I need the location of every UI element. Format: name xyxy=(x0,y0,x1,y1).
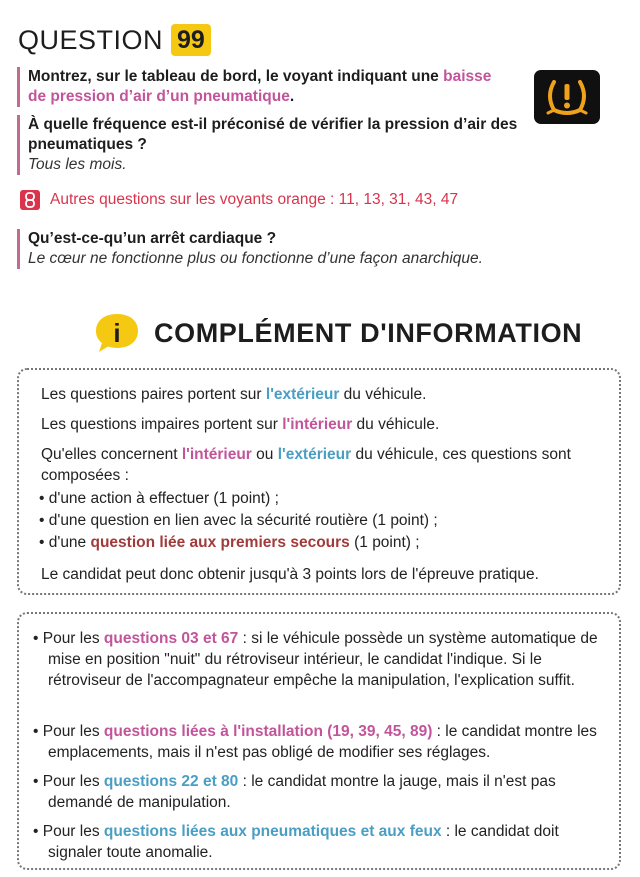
link-icon xyxy=(20,190,40,210)
question-label: QUESTION xyxy=(18,24,164,55)
box1-bullet-first-aid: • d'une question liée aux premiers secours (1 point) ; xyxy=(39,534,420,551)
main-question-block xyxy=(17,67,528,107)
box1-bullet-action: • d'une action à effectuer (1 point) ; xyxy=(39,490,279,507)
box1-line-exterior: Les questions paires portent sur l'extérieur du véhicule. xyxy=(41,386,427,403)
info-box-details xyxy=(17,612,621,870)
first-aid-answer: Le cœur ne fonctionne plus ou fonctionne d’une façon anarchique. xyxy=(28,250,483,267)
followup-question: À quelle fréquence est-il préconisé de vérifier la pression d’air des pneumatiques ? xyxy=(28,116,518,153)
box2-item-tires-lights: • Pour les questions liées aux pneumatiques et aux feux : le candidat doit signaler toute anomalie. xyxy=(33,823,559,861)
box2-item-installation: • Pour les questions liées à l'installation (19, 39, 45, 89) : le candidat montre les emplacements, mais il n'est pas obligé de modifier ses réglages. xyxy=(33,723,597,761)
question-number-badge: 99 xyxy=(171,24,211,56)
box2-item-mirror: • Pour les questions 03 et 67 : si le véhicule possède un système automatique de mise en position "nuit" du rétroviseur intérieur, le candidat l'indique. Si le rétroviseur de l'accompagnateur empêche la manipulation, l'explication suffit. xyxy=(33,630,598,689)
info-icon xyxy=(94,312,140,354)
followup-answer: Tous les mois. xyxy=(28,156,127,173)
related-questions-line xyxy=(20,190,458,210)
box1-bullet-road-safety: • d'une question en lien avec la sécurité routière (1 point) ; xyxy=(39,512,438,529)
first-aid-block xyxy=(17,229,588,269)
question-header xyxy=(18,24,211,56)
box1-footer: Le candidat peut donc obtenir jusqu'à 3 points lors de l'épreuve pratique. xyxy=(41,566,539,583)
followup-question-block xyxy=(17,115,528,175)
info-section-header xyxy=(94,312,582,354)
box1-line-composition: Qu'elles concernent l'intérieur ou l'extérieur du véhicule, ces questions sont composées : xyxy=(41,446,571,484)
info-box-general xyxy=(17,368,621,595)
box2-item-gauge: • Pour les questions 22 et 80 : le candidat montre la jauge, mais il n'est pas demandé de manipulation. xyxy=(33,773,556,811)
box1-line-interior: Les questions impaires portent sur l'intérieur du véhicule. xyxy=(41,416,440,433)
first-aid-question: Qu’est-ce-qu’un arrêt cardiaque ? xyxy=(28,230,277,247)
related-questions-text: Autres questions sur les voyants orange : 11, 13, 31, 43, 47 xyxy=(50,191,459,208)
main-question-text: Montrez, sur le tableau de bord, le voyant indiquant une baisse de pression d’air d’un pneumatique. xyxy=(28,68,492,105)
info-badge-letter: i xyxy=(113,318,121,348)
tire-pressure-warning-icon xyxy=(534,70,600,124)
info-section-title: COMPLÉMENT D'INFORMATION xyxy=(154,317,583,348)
